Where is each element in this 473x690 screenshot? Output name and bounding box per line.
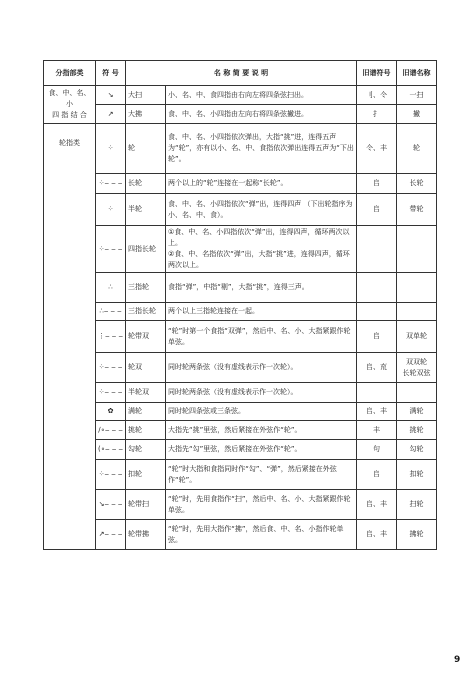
name-cell: 轮带拂 bbox=[126, 520, 166, 550]
old-name-cell bbox=[397, 303, 437, 321]
table-row bbox=[44, 421, 437, 440]
table-row bbox=[44, 460, 437, 490]
old-name-cell bbox=[397, 273, 437, 303]
description-cell: “轮”时大指和食指同时作“勾”、“弹”，然后紧接在外弦作“轮”。 bbox=[166, 460, 357, 490]
description-cell: 同时轮两条弦（没有虚线表示作一次轮）。 bbox=[166, 383, 357, 403]
description-cell: 小、名、中、食四指由右向左将四条弦扫出。 bbox=[166, 86, 357, 105]
old-symbol-cell: 𠂤、丰 bbox=[357, 403, 397, 421]
symbol-cell: ↗ bbox=[96, 105, 126, 124]
description-cell: 同时轮两条弦（没有虚线表示作一次轮）。 bbox=[166, 353, 357, 383]
symbol-cell: ⁘‒ ‒ ‒ bbox=[96, 383, 126, 403]
table-row bbox=[44, 303, 437, 321]
description-cell: 大指先“勾”里弦，然后紧接在外弦作“轮”。 bbox=[166, 440, 357, 460]
name-cell: 挑轮 bbox=[126, 421, 166, 440]
name-cell: 轮带扫 bbox=[126, 490, 166, 520]
header-symbol: 符 号 bbox=[96, 61, 126, 86]
symbol-cell: ↘‒ ‒ ‒ bbox=[96, 490, 126, 520]
table-row bbox=[44, 490, 437, 520]
name-cell: 半轮双 bbox=[126, 383, 166, 403]
header-old-name: 旧谱名称 bbox=[397, 61, 437, 86]
old-symbol-cell bbox=[357, 383, 397, 403]
name-cell: 三指长轮 bbox=[126, 303, 166, 321]
symbol-cell: ⁘ bbox=[96, 194, 126, 226]
old-symbol-cell: 扌 bbox=[357, 105, 397, 124]
old-symbol-cell: 𠂤 bbox=[357, 460, 397, 490]
name-cell: 半轮 bbox=[126, 194, 166, 226]
symbol-cell: ⋮‒ ‒ ‒ bbox=[96, 321, 126, 353]
symbol-cell: ↘ bbox=[96, 86, 126, 105]
old-name-cell: 满轮 bbox=[397, 403, 437, 421]
name-cell: 勾轮 bbox=[126, 440, 166, 460]
old-symbol-cell bbox=[357, 226, 397, 273]
fingering-symbol-table bbox=[43, 60, 437, 550]
header-name-description: 名 称 简 要 说 明 bbox=[126, 61, 357, 86]
description-cell: 食、中、名、小四指依次“弹”出，连得四声 （下出轮指序为小、名、中、食）。 bbox=[166, 194, 357, 226]
table-row bbox=[44, 383, 437, 403]
symbol-cell: (∘‒ ‒ ‒ bbox=[96, 440, 126, 460]
old-name-cell: 挑轮 bbox=[397, 421, 437, 440]
old-name-cell: 拂轮 bbox=[397, 520, 437, 550]
old-name-cell bbox=[397, 383, 437, 403]
old-symbol-cell: 𠂤、丰 bbox=[357, 490, 397, 520]
description-cell: “轮”时，先用大指作“拂”，然后食、中、名、小指作轮单弦。 bbox=[166, 520, 357, 550]
symbol-cell: ∕∘‒ ‒ ‒ bbox=[96, 421, 126, 440]
old-symbol-cell bbox=[357, 273, 397, 303]
description-cell: “轮”时，先用食指作“扫”，然后中、名、小、大指紧跟作轮单弦。 bbox=[166, 490, 357, 520]
description-cell: 两个以上的“轮”连接在一起称“长轮”。 bbox=[166, 174, 357, 194]
old-symbol-cell: 𠂤 bbox=[357, 194, 397, 226]
old-name-cell: 双单轮 bbox=[397, 321, 437, 353]
symbol-cell: ⁘‒ ‒ ‒ bbox=[96, 353, 126, 383]
old-name-cell bbox=[397, 226, 437, 273]
category-cell-lun: 轮指类 bbox=[44, 124, 96, 550]
old-symbol-cell: 𠂤、丰 bbox=[357, 520, 397, 550]
old-symbol-cell: 刂、仒 bbox=[357, 86, 397, 105]
name-cell: 长轮 bbox=[126, 174, 166, 194]
old-name-cell: 带轮 bbox=[397, 194, 437, 226]
category-cell-combined: 食、中、名、小 四 指 结 合 bbox=[44, 86, 96, 124]
description-cell: 两个以上三指轮连接在一起。 bbox=[166, 303, 357, 321]
old-symbol-cell: 丰 bbox=[357, 421, 397, 440]
symbol-cell: ⁘ bbox=[96, 124, 126, 174]
old-name-cell: 勾轮 bbox=[397, 440, 437, 460]
table-row bbox=[44, 321, 437, 353]
old-symbol-cell bbox=[357, 303, 397, 321]
name-cell: 轮带双 bbox=[126, 321, 166, 353]
symbol-cell: ⁘‒ ‒ ‒ bbox=[96, 226, 126, 273]
name-cell: 扣轮 bbox=[126, 460, 166, 490]
old-symbol-cell: 仒、丰 bbox=[357, 124, 397, 174]
description-cell: 食、中、名、小四指依次弹出，大指“挑”进，连得五声为“轮”，亦有以小、名、中、食指依次弹出连得五声为“下出轮”。 bbox=[166, 124, 357, 174]
table-row bbox=[44, 105, 437, 124]
name-cell: 轮双 bbox=[126, 353, 166, 383]
name-cell: 大扫 bbox=[126, 86, 166, 105]
header-old-symbol: 旧谱符号 bbox=[357, 61, 397, 86]
header-category: 分指部类 bbox=[44, 61, 96, 86]
old-name-cell: 轮 bbox=[397, 124, 437, 174]
table-row bbox=[44, 174, 437, 194]
name-cell: 满轮 bbox=[126, 403, 166, 421]
table-row bbox=[44, 86, 437, 105]
page-number: 9 bbox=[454, 655, 461, 665]
old-name-cell: 一扫 bbox=[397, 86, 437, 105]
old-name-cell: 长轮 bbox=[397, 174, 437, 194]
table-row bbox=[44, 273, 437, 303]
old-name-cell: 扣轮 bbox=[397, 460, 437, 490]
description-cell: 同时轮四条弦或三条弦。 bbox=[166, 403, 357, 421]
symbol-cell: ∴‒ ‒ ‒ bbox=[96, 303, 126, 321]
name-cell: 三指轮 bbox=[126, 273, 166, 303]
old-symbol-cell: 句 bbox=[357, 440, 397, 460]
table-row bbox=[44, 440, 437, 460]
old-name-cell: 撇 bbox=[397, 105, 437, 124]
old-symbol-cell: 𠂤 bbox=[357, 174, 397, 194]
table-row bbox=[44, 194, 437, 226]
symbol-cell: ⁘‒ ‒ ‒ bbox=[96, 460, 126, 490]
symbol-cell: ✿ bbox=[96, 403, 126, 421]
old-name-cell: 双双轮 长轮双弦 bbox=[397, 353, 437, 383]
name-cell: 轮 bbox=[126, 124, 166, 174]
old-symbol-cell: 𠂤、㐬 bbox=[357, 353, 397, 383]
table-row bbox=[44, 403, 437, 421]
description-cell: “轮”时第一个食指“双弹”，然后中、名、小、大指紧跟作轮单弦。 bbox=[166, 321, 357, 353]
old-symbol-cell: 𠂤 bbox=[357, 321, 397, 353]
table-header-row bbox=[44, 61, 437, 86]
symbol-cell: ⁘‒ ‒ ‒ bbox=[96, 174, 126, 194]
name-cell: 四指长轮 bbox=[126, 226, 166, 273]
description-cell: ①食、中、名、小四指依次“弹”出，连得四声，循环两次以上。 ②食、中、名指依次“弹”出，大指“挑”进，连得四声，循环两次以上。 bbox=[166, 226, 357, 273]
description-cell: 大指先“挑”里弦，然后紧接在外弦作“轮”。 bbox=[166, 421, 357, 440]
old-name-cell: 扫轮 bbox=[397, 490, 437, 520]
table-row bbox=[44, 226, 437, 273]
description-cell: 食、中、名、小四指由左向右将四条弦撇进。 bbox=[166, 105, 357, 124]
table-row bbox=[44, 124, 437, 174]
table-row bbox=[44, 520, 437, 550]
symbol-cell: ∴ bbox=[96, 273, 126, 303]
table-row bbox=[44, 353, 437, 383]
description-cell: 食指“弹”，中指“剔”，大指“挑”，连得三声。 bbox=[166, 273, 357, 303]
name-cell: 大拂 bbox=[126, 105, 166, 124]
symbol-cell: ↗‒ ‒ ‒ bbox=[96, 520, 126, 550]
